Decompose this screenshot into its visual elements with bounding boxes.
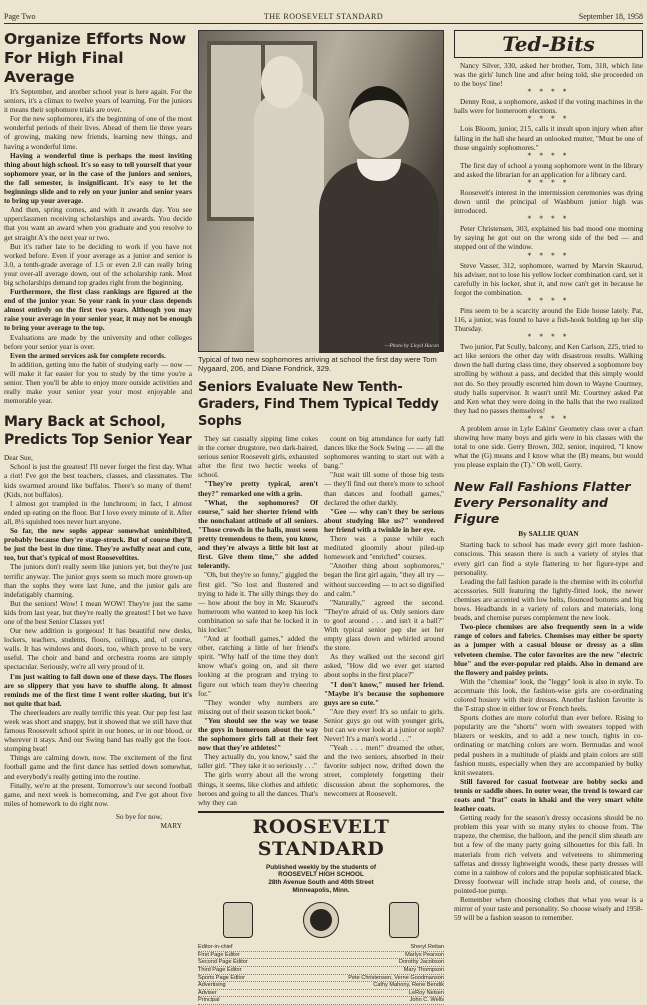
editorial-headline: Organize Efforts Now For High Final Average bbox=[4, 30, 186, 86]
tedbits-separator: * * * * bbox=[527, 178, 570, 187]
letter-headline: Mary Back at School, Predicts Top Senior Year bbox=[4, 414, 192, 449]
staff-role: Second Page Editor bbox=[198, 959, 248, 966]
photo-boy-head bbox=[261, 56, 303, 108]
tedbits-title: Ted-Bits bbox=[454, 30, 643, 58]
letter-signature: MARY bbox=[160, 821, 182, 831]
tedbits-separator: * * * * bbox=[527, 215, 570, 224]
feature-paragraph: "Oh, but they're so funny," giggled the first girl. "So lost and flustered and trying to hide it. The silly things they do — how about the boy in Mr. Skaurud's homeroom who wanted to keep his lock combination so safe that he locked it in his locker." bbox=[198, 570, 318, 634]
feature-paragraph: "You should see the way we tease the guys in homeroom about the way the sophomore girls fall at their feet now that they're athletes!" bbox=[198, 715, 318, 753]
photo-girl-figure bbox=[319, 161, 439, 353]
tedbits-item: Nancy Silver, 330, asked her brother, Tom, 318, which line was the girls' lunch line and after being told, she proceeded on to the boys' line! bbox=[454, 61, 643, 89]
editorial-paragraph: In addition, getting into the habit of studying early — now — will make it far easier for you to study by the time you're a senior. Then you'll be able to enjoy more outside activities and really make your senior year your most enjoyable and memorable year. bbox=[4, 359, 192, 406]
staff-role: Adviser bbox=[198, 989, 217, 996]
right-column bbox=[454, 30, 643, 990]
feature-paragraph: "Yeah . . . men!" dreamed the other, and the two seniors, absorbed in their favorite subject now, drifted down the street, completely forgetting their discussion about the sophomores, the newcomers at Roosevelt. bbox=[324, 743, 444, 798]
photo-credit: —Photo by Lloyd Hacon bbox=[384, 343, 439, 349]
tedbits-separator: * * * * bbox=[527, 296, 570, 305]
photo-caption: Typical of two new sophomores arriving at school the first day were Tom Nygaard, 206, and Diane Fondrick, 329. bbox=[198, 355, 437, 373]
staff-name: John C. Wells bbox=[409, 997, 444, 1004]
school-name: ROOSEVELT HIGH SCHOOL bbox=[278, 871, 364, 879]
letter-paragraph: I'm just waiting to fall down one of these days. The floors are so slippery that you have to shuffle along. It almost reminds me of the first time I went roller skating, but it's not quite that bad. bbox=[4, 671, 192, 708]
national-press-seal-icon bbox=[303, 902, 339, 938]
staff-row bbox=[198, 967, 444, 975]
feature-paragraph: They sat casually sipping lime cokes in the corner drugstore, two dark-haired, serious senior Roosevelt girls, exhausted after the first two hectic weeks of school. bbox=[198, 434, 318, 480]
tedbits-list bbox=[454, 61, 643, 469]
staff-role: Sports Page Editor bbox=[198, 974, 245, 981]
feature-paragraph: "Naturally," agreed the second. "They're afraid of us. Only seniors dare to goof around . . . and isn't it a ball?" With typical senior pep she set her empty glass down and whirled around the store. bbox=[324, 597, 444, 653]
published-line: Published weekly by the students of bbox=[265, 863, 377, 871]
letter-paragraph: Things are calming down, now. The excitement of the first football game and the first dance has settled down somewhat, and everybody's really getting into the routine. bbox=[4, 753, 192, 781]
tedbits-item: Peter Christensen, 303, explained his bad mood one morning by saying he got out on the wrong side of the bed — and stepped out of the window. bbox=[454, 224, 643, 252]
feature-paragraph: "They're pretty typical, aren't they?" remarked one with a grin. bbox=[198, 479, 318, 498]
tedbits-separator: * * * * bbox=[527, 414, 570, 423]
editorial-paragraph: Evaluations are made by the university and other colleges before your senior year is over. bbox=[4, 332, 192, 351]
staff-name: LeRoy Nelsen bbox=[408, 989, 444, 996]
tedbits-separator: * * * * bbox=[527, 251, 570, 260]
feature-column-a bbox=[198, 434, 318, 807]
letter-closing: So bye for now, bbox=[115, 811, 162, 821]
tedbits-item: Pins seem to be a scarcity around the Eide house lately. Pat, 116, a junior, was found to have a fish-hook holding up her slip Thursday. bbox=[454, 305, 643, 334]
tedbits-item: Two junior, Pat Scully, balcony, and Ken Carlson, 225, tried to act like seniors the other day with disastrous results. Walking down the hall during class time, they observed a sophomore boy strolling by without a pass, and decided that this simply would not do. So they proudly escorted him down to Wayne Courtney, study halls supervisor. It wasn't until Mr. Courtney asked Pat and Ken what they were doing in the halls that the two realized they had no passes themselves! bbox=[454, 342, 643, 415]
photo-boy-figure bbox=[254, 91, 324, 353]
editorial-paragraph: Having a wonderful time is perhaps the most inviting thing about high school. It's so easy to tell yourself that your sophomore year, or in the case of the juniors and seniors, the fall semester, is insignificant. It's easy to let the beginnings slide and to rely on your junior and senior years to bring up your average. bbox=[4, 150, 192, 206]
fashion-paragraph: Leading the fall fashion parade is the chemise with its colorful accessories. Still featuring the lightly-fitted look, the newer chemises are accented with low belts, flounced bottoms and big bows. Headbands in a variety of colors and materials, long beads, and chemise purses complement the new look. bbox=[454, 576, 643, 623]
tedbits-item: The first day of school a young sophomore went in the library and asked the librarian for an application for a library card. bbox=[454, 160, 643, 179]
feature-paragraph: There was a pause while each meditated gloomily about piled-up homework and "enriched" courses. bbox=[324, 534, 444, 562]
editorial-paragraph: For the new sophomores, it's the beginning of one of the most wonderful periods of their lives. Ahead of them lie three years of growing, making new friends, learning new things, and having a wonderful time. bbox=[4, 114, 192, 151]
tedbits-separator: * * * * bbox=[527, 151, 570, 160]
staff-role: Third Page Editor bbox=[198, 967, 242, 973]
fashion-paragraph: Two-piece chemises are also frequently seen in a wide range of colors and fabrics. Chemises may either be sporty as a jumper with a casual blouse or dressy as a slim velveteen chemise. The color favorites are the new "electric blue" and the ever-popular red plaids. Also in demand are the flowery and paisley prints. bbox=[454, 622, 643, 677]
feature-paragraph: As they walked out the second girl asked, "How did we ever get started about sophs in the first place?" bbox=[324, 652, 444, 680]
editorial-body bbox=[4, 87, 192, 405]
newspaper-page bbox=[4, 4, 643, 1004]
feature-paragraph: They actually do, you know," said the taller girl. "They take it so seriously . . ." bbox=[198, 752, 318, 771]
feature-column-b bbox=[324, 434, 444, 807]
editorial-paragraph: It's September, and another school year is here again. For the seniors, it's a climax to twelve years of learning. For the juniors it means their sophomore trials are over. bbox=[4, 87, 192, 115]
staff-row bbox=[198, 959, 444, 967]
photo-girl-head bbox=[349, 86, 409, 158]
school-address: 28th Avenue South and 40th Street bbox=[268, 879, 374, 887]
feature-paragraph: count on big attendance for early fall dances like the Sock Swing — — all the sophomores wanting to start out with a bang." bbox=[324, 434, 444, 471]
sophomores-photo bbox=[198, 30, 444, 352]
editorial-paragraph: Even the armed services ask for complete records. bbox=[10, 350, 166, 360]
editorial-paragraph: And then, spring comes, and with it awards day. You see upperclassmen receiving scholarships and awards. You decide that you want an award when you graduate and you resolve to get straight A's the next year or two. bbox=[4, 205, 192, 242]
staff-role: First Page Editor bbox=[198, 951, 240, 958]
tedbits-item: Denny Rost, a sophomore, asked if the voting machines in the halls were for homeroom elections. bbox=[454, 97, 643, 116]
feature-paragraph: "I don't know," mused her friend. "Maybe it's because the sophomore guys are so cute." bbox=[324, 679, 444, 707]
paper-name: THE ROOSEVELT STANDARD bbox=[263, 12, 384, 21]
fashion-paragraph: With the "chemise" look, the "leggy" look is also in style. To accentuate this look, the fashion-wise girls are co-ordinating colored hosiery with their dresses. Another fashion favorite is the T-strap shoe in either low or French heels. bbox=[454, 676, 643, 714]
letter-paragraph: School is just the greatest! I'll never forget the first day. What a riot! I've got the best teachers, classes, and classmates. The kids swarmed around like buffalos. There's so many of them! (Kids, not buffalos). bbox=[4, 462, 192, 499]
center-columns bbox=[198, 30, 444, 1004]
staff-name: Marlys Pearson bbox=[405, 951, 444, 958]
fashion-byline: By SALLIE QUAN bbox=[518, 529, 579, 539]
staff-row bbox=[198, 997, 444, 1005]
letter-paragraph: The juniors don't really seem like juniors yet, but they're just terrific anyway. The junior guys seem so much more grown-up than the sophs they were last June, and the junior gals are indefatigably charming. bbox=[4, 562, 192, 599]
staff-role: Editor-in-chief bbox=[198, 944, 233, 951]
feature-paragraph: The girls worry about all the wrong things, it seems, like clothes and athletic heroes and going to all the dances. That's why they can bbox=[198, 770, 318, 807]
nameplate-title: ROOSEVELT STANDARD bbox=[198, 811, 444, 860]
letter-paragraph: I almost got trampled in the lunchroom; in fact, I almost ended up eating on the floor. But I love every minute of it. After all, 8½ squished toes never hurt anyone. bbox=[4, 498, 192, 526]
fashion-paragraph: Remember when choosing clothes that what you wear is a mirror of your taste and personality. So choose wisely and 1958-59 will be a fashion season to remember. bbox=[454, 895, 643, 923]
staff-name: Mary Thompson bbox=[403, 967, 444, 973]
tedbits-item: Steve Vasser, 312, sophomore, warned by Marvin Skaurud, his adviser, not to lose his yellow locker combination card, set it carefully in his locker, shut it, and now can't get in because he forgot the combination. bbox=[454, 260, 643, 297]
feature-paragraph: "Another thing about sophomores," began the first girl again, "they all try — without succeeding — to act so dignified and calm." bbox=[324, 561, 444, 598]
staff-row bbox=[198, 982, 444, 990]
staff-row bbox=[198, 975, 444, 983]
school-city: Minneapolis, Minn. bbox=[292, 886, 350, 894]
staff-role: Advertising bbox=[198, 982, 226, 989]
staff-name: Sheryl Reitan bbox=[410, 944, 444, 951]
letter-paragraph: Our new addition is gorgeous! It has beautiful new desks, lockers, teachers, students, floors, ceilings, and, of course, walls. It has windows and doors, too, which prove to be very useful. The choir and band and orchestra rooms are simply spectacular. Seriously, we're all very proud of it. bbox=[4, 626, 192, 672]
fashion-paragraph: Still favored for casual footwear are bobby socks and tennis or saddle shoes. In outer wear, the trend is toward car coats and "frat" coats in khaki and the very smart white leather coats. bbox=[454, 776, 643, 814]
staff-row bbox=[198, 990, 444, 998]
feature-paragraph: "They wonder why numbers are missing out of their season ticket book." bbox=[198, 697, 318, 716]
issue-date: September 18, 1958 bbox=[578, 12, 643, 21]
feature-headline: Seniors Evaluate New Tenth-Graders, Find Them Typical Teddy Sophs bbox=[198, 380, 439, 429]
staff-row bbox=[198, 944, 444, 952]
staff-box bbox=[198, 944, 444, 1005]
tedbits-separator: * * * * bbox=[527, 333, 570, 342]
page-masthead bbox=[4, 10, 643, 24]
left-column bbox=[4, 30, 192, 990]
feature-paragraph: "What, the sophomores? Of course," said her shorter friend with the nonchalant attitude of all seniors. "Those crowds in the halls, must seem pretty tremendous to them, you know, and they're always a little bit lost at first. Give them time," she added tolerantly. bbox=[198, 497, 318, 571]
tedbits-item: Roosevelt's interest in the intermission ceremonies was dying down until the principal of Washburn junior high was introduced. bbox=[454, 187, 643, 216]
letter-body bbox=[4, 462, 192, 808]
staff-name: Dorothy Jacobson bbox=[398, 959, 444, 966]
feature-paragraph: "Gee — why can't they be serious about studying like us?" wondered her friend with a twinkle in her eye. bbox=[324, 506, 444, 534]
tedbits-separator: * * * * bbox=[527, 115, 570, 124]
fashion-headline: New Fall Fashions Flatter Every Personality and Figure bbox=[454, 479, 631, 527]
fashion-body bbox=[454, 540, 643, 922]
letter-paragraph: But the seniors! Wow! I mean WOW! They're just the same kids from last year, but they're really the greatest! I bet we have one of the best Senior Classes yet! bbox=[4, 598, 192, 626]
tedbits-separator: * * * * bbox=[527, 88, 570, 97]
staff-name: Pete Christensen, Verne Goodmanson bbox=[348, 974, 444, 981]
fashion-paragraph: Starting back to school has made every girl more fashion-conscious. This season there is such a variety of styles that every girl can find a style flattering to her figure-type and personality. bbox=[454, 540, 643, 577]
fashion-paragraph: Sports clothes are more colorful than ever before. Rising to popularity are the "shorts" worn with sweaters topped with blazers or weskits, and to add a new touch, tights in co-ordinating or matching colors are worn. Bermudas and wool pedal pushers in a multitude of plaids and plain colors are still fashion musts, especially when they are accompanied by bulky knit sweaters. bbox=[454, 713, 643, 777]
press-seals bbox=[198, 902, 444, 938]
letter-paragraph: Finally, we're at the present. Tomorrow's our second football game, and next week is homecoming, and I've got about five miles of homework to do right now. bbox=[4, 780, 192, 808]
quill-scroll-seal-icon bbox=[223, 902, 253, 938]
tedbits-item: Lois Bloom, junior, 215, calls it insult upon injury when after falling in the hall she heard an onlooked mutter, "Must be one of those ungainly sophomores." bbox=[454, 124, 643, 152]
columbia-crown-seal-icon bbox=[389, 902, 419, 938]
staff-name: Cathy Mahony, Rene Bendik bbox=[373, 982, 444, 989]
fashion-paragraph: Getting ready for the season's dressy occasions should be no problem this year with so many styles to choose from. The trapeze, the chemise, the balloon, and the pencil slim sheath are but a few of the many party going silhouettes for this fall. In materials from rich velvets and velveteens to shimmering taffetas and dressy lightweight woods, these party dresses will come in a rainbow of colors and the popular sophisticated black. Dressy footwear will include strap heels and, of course, the pointed-toe pump. bbox=[454, 813, 643, 895]
feature-body bbox=[198, 434, 444, 807]
editorial-paragraph: Furthermore, the first class rankings are figured at the end of the junior year. So your rank in your class depends almost entirely on the first two years. Although you may raise your average in your senior year, it may not be enough to bring your average to the top. bbox=[4, 287, 192, 333]
editorial-paragraph: But it's rather late to be deciding to work if you have not worked before. Even if your average as a junior and senior is 3.0, a tenth-grade average of 1.5 or even 2.0 can really bring your over-all average down, out of the scholarship rank. Most big scholarships demand top grades right from the beginning. bbox=[4, 241, 192, 287]
feature-paragraph: "And at football games," added the other, catching a little of her friend's spirit. "Why half of the time they don't know what's going on, and sit there looking at the program and trying to figure out which team they're cheering for." bbox=[198, 634, 318, 698]
publication-info bbox=[198, 864, 444, 894]
page-number: Page Two bbox=[4, 12, 36, 21]
letter-salutation: Dear Sue, bbox=[4, 453, 33, 463]
feature-paragraph: "Just wait till some of those big tests — they'll find out there's more to school than dances and football games," declared the other darkly. bbox=[324, 470, 444, 507]
feature-paragraph: "Are they ever! It's so unfair to girls. Senior guys go out with younger girls, but can we ever look at a junior or soph? Never! It's a man's world . . ." bbox=[324, 706, 444, 744]
letter-paragraph: The cheerleaders are really terrific this year. Our pep fest last week was short and snappy, but it showed that we still have that famous Roosevelt school spirit in our bones, or in our blood, or wherever it stays. And our Swing band has really got the foot-stomping beat! bbox=[4, 707, 192, 754]
letter-paragraph: So far, the new sophs appear somewhat uninhibited, probably because they're stage-struck. But of course they'll be just the best in due time. They're awfully neat and cute, too, but that's typical of most Rooseveltites. bbox=[4, 526, 192, 563]
tedbits-item: A problem arose in Lyle Eakins' Geometry class over a chart showing how many boys and girls were in his classes with the total to one side. Gerry Brown, 302, senior, inquired, "I know what the (G) means and I know what the (B) means, but would you please explain the (T)." Oh well, Gerry. bbox=[454, 423, 643, 470]
staff-row bbox=[198, 952, 444, 960]
staff-role: Principal bbox=[198, 997, 220, 1004]
